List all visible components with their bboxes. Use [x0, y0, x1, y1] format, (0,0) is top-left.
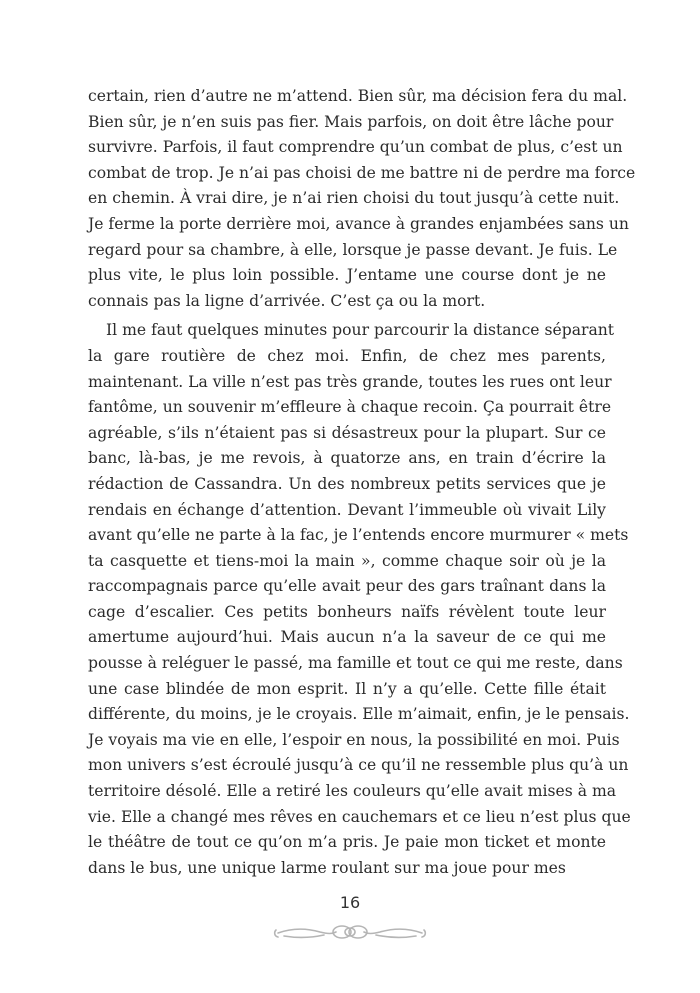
text-line: raccompagnais parce qu’elle avait peur des gars traînant dans la [88, 577, 606, 596]
text-line: Il me faut quelques minutes pour parcourir la distance séparant [106, 321, 615, 340]
text-line: rédaction de Cassandra. Un des nombreux petits services que je [88, 474, 606, 493]
text-line: fantôme, un souvenir m’effleure à chaque recoin. Ça pourrait être [88, 398, 612, 417]
text-line: cage d’escalier. Ces petits bonheurs naïfs révèlent toute leur [88, 602, 606, 621]
text-line: dans le bus, une unique larme roulant sur ma joue pour mes [88, 858, 566, 877]
text-line: mon univers s’est écroulé jusqu’à ce qu’il ne ressemble plus qu’à un [88, 756, 629, 775]
text-line: certain, rien d’autre ne m’attend. Bien sûr, ma décision fera du mal. [88, 87, 628, 105]
text-line: survivre. Parfois, il faut comprendre qu’un combat de plus, c’est un [88, 138, 623, 157]
text-line: rendais en échange d’attention. Devant l’immeuble où vivait Lily [88, 500, 606, 519]
text-line: en chemin. À vrai dire, je n’ai rien choisi du tout jusqu’à cette nuit. [88, 189, 620, 208]
text-line: combat de trop. Je n’ai pas choisi de me battre ni de perdre ma force [88, 163, 636, 182]
text-line: vie. Elle a changé mes rêves en cauchemars et ce lieu n’est plus que [88, 807, 631, 826]
text-line: territoire désolé. Elle a retiré les couleurs qu’elle avait mises à ma [88, 782, 617, 801]
text-line: pousse à reléguer le passé, ma famille et tout ce qui me reste, dans [88, 654, 623, 673]
text-line: une case blindée de mon esprit. Il n’y a qu’elle. Cette fille était [88, 679, 606, 698]
text-line: connais pas la ligne d’arrivée. C’est ça ou la mort. [88, 291, 486, 310]
text-line: plus vite, le plus loin possible. J’entame une course dont je ne [88, 266, 606, 285]
text-line: Je ferme la porte derrière moi, avance à grandes enjambées sans un [88, 214, 629, 233]
text-line: Bien sûr, je n’en suis pas fier. Mais parfois, on doit être lâche pour [88, 112, 614, 131]
text-line: Je voyais ma vie en elle, l’espoir en nous, la possibilité en moi. Puis [88, 730, 620, 749]
text-line: le théâtre de tout ce qu’on m’a pris. Je paie mon ticket et monte [88, 833, 606, 852]
ornament-flourish-icon [270, 920, 430, 944]
text-line: maintenant. La ville n’est pas très grande, toutes les rues ont leur [88, 372, 612, 391]
text-line: différente, du moins, je le croyais. Elle m’aimait, enfin, je le pensais. [88, 705, 630, 724]
text-line: ta casquette et tiens-moi la main », comme chaque soir où je la [88, 551, 606, 570]
text-line: la gare routière de chez moi. Enfin, de chez mes parents, [88, 346, 606, 365]
page-number: 16 [339, 893, 361, 912]
text-line: avant qu’elle ne parte à la fac, je l’entends encore murmurer « mets [88, 526, 629, 545]
text-line: banc, là-bas, je me revois, à quatorze ans, en train d’écrire la [88, 449, 606, 468]
text-line: regard pour sa chambre, à elle, lorsque je passe devant. Je fuis. Le [88, 240, 618, 259]
body-text [88, 84, 636, 881]
text-line: amertume aujourd’hui. Mais aucun n’a la saveur de ce qui me [88, 628, 606, 647]
text-line: agréable, s’ils n’étaient pas si désastreux pour la plupart. Sur ce [88, 423, 606, 442]
